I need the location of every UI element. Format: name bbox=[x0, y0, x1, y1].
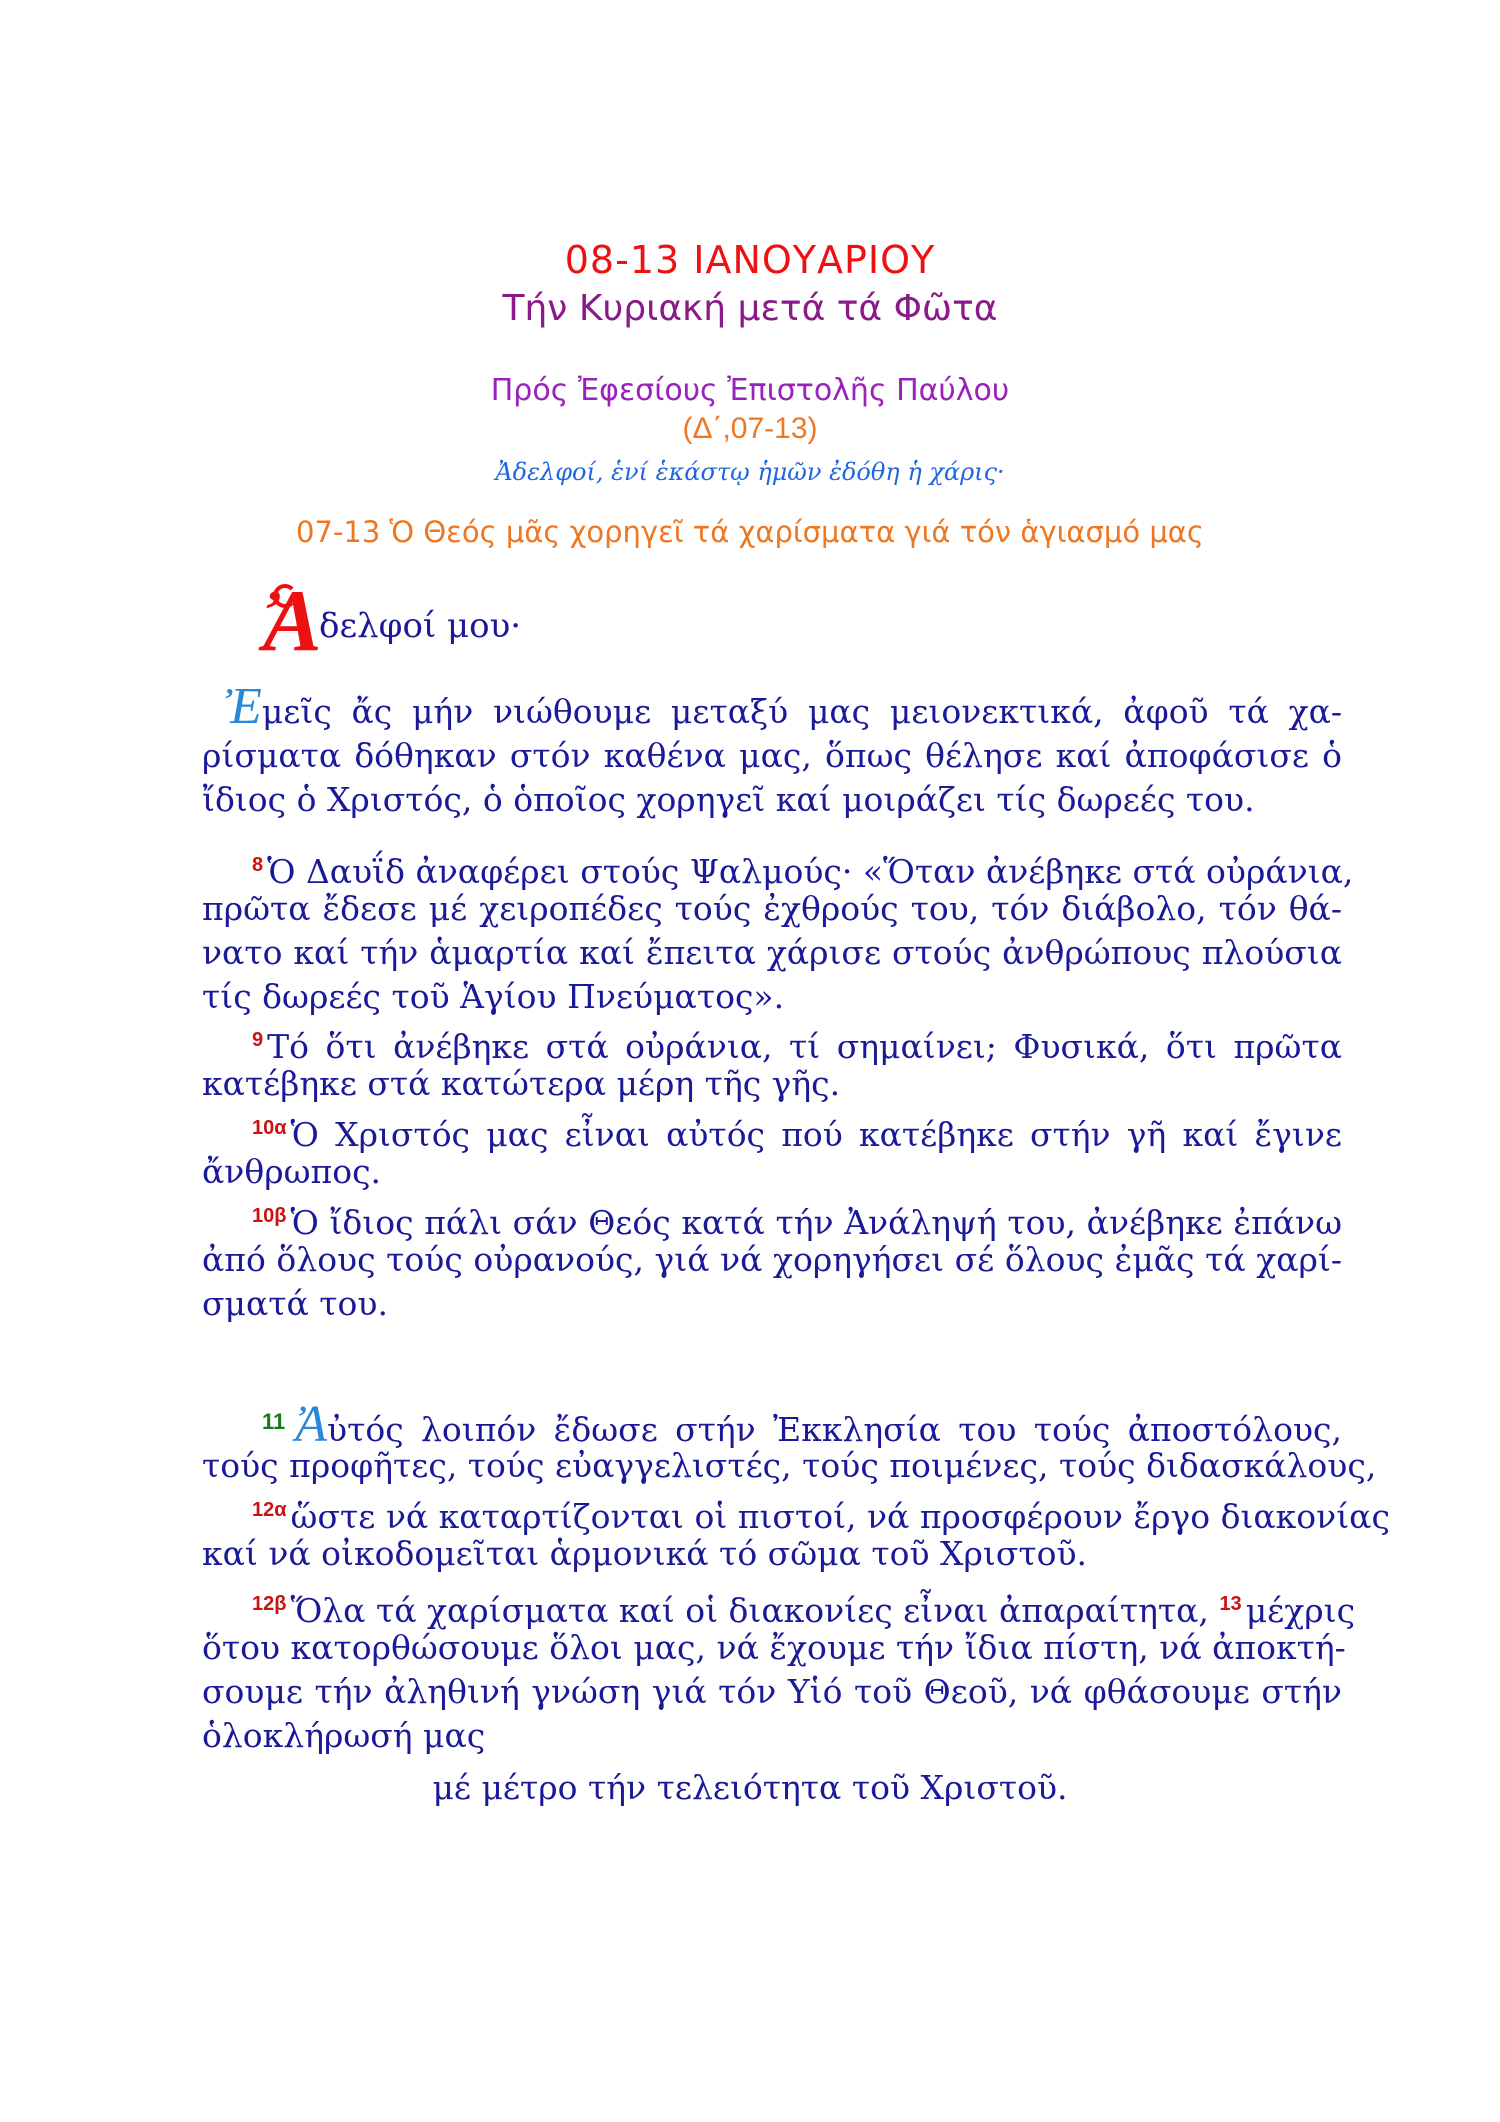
verse-9 bbox=[202, 1018, 1342, 1106]
verse-number: 8 bbox=[252, 854, 264, 876]
verse-10b bbox=[202, 1194, 1342, 1326]
verse-line: σουμε τήν ἀληθινή γνώση γιά τόν Υἱό τοῦ Θεοῦ, νά φθάσουμε στήν bbox=[202, 1672, 1342, 1711]
drop-cap-alpha: Ἀ bbox=[263, 573, 322, 670]
drop-cap-epsilon: Ἐ bbox=[225, 678, 262, 735]
verse-number: 10α bbox=[252, 1117, 287, 1139]
verse-line: νατο καί τήν ἁμαρτία καί ἔπειτα χάρισε στούς ἀνθρώπους πλούσια bbox=[202, 933, 1342, 972]
incipit: Ἀδελφοί, ἑνί ἑκάστῳ ἡμῶν ἐδόθη ἡ χάρις· bbox=[495, 458, 1005, 486]
verse-number: 10β bbox=[252, 1205, 287, 1227]
drop-cap-alpha-blue: Ἀ bbox=[295, 1396, 328, 1453]
verse-line: $^{10\alpha}$ Ὁ Χριστός μας εἶναι αὐτός πού κατέβηκε στήν γῆ καί ἔγινε bbox=[252, 1115, 1342, 1154]
verse-line: ἄνθρωπος. bbox=[202, 1152, 382, 1191]
verse-line: ὁλοκλήρωσή μας bbox=[202, 1716, 486, 1755]
verse-12a bbox=[202, 1488, 1390, 1576]
verse-line: ὅτου κατορθώσουμε ὅλοι μας, νά ἔχουμε τήν ἴδια πίστη, νά ἀποκτή- bbox=[202, 1628, 1346, 1667]
verse-line: Ἐμεῖς ἄς μήν νιώθουμε μεταξύ μας μειονεκτικά, ἀφοῦ τά χα- bbox=[225, 678, 1342, 735]
verse-number: 12β bbox=[252, 1593, 287, 1615]
verse-line: $^8$ Ὁ Δαυΐδ ἀναφέρει στούς Ψαλμούς· «Ὅταν ἀνέβηκε στά οὐράνια, bbox=[252, 852, 1354, 891]
verse-line: σματά του. bbox=[202, 1284, 388, 1323]
verse-line: $^9$ Τό ὅτι ἀνέβηκε στά οὐράνια, τί σημαίνει; Φυσικά, ὅτι πρῶτα bbox=[252, 1027, 1342, 1066]
verse-7 bbox=[202, 678, 1342, 822]
verse-line: $^{10\beta}$ Ὁ ἴδιος πάλι σάν Θεός κατά τήν Ἀνάληψή του, ἀνέβηκε ἐπάνω bbox=[252, 1203, 1342, 1242]
reading-date: 08-13 ΙΑΝΟΥΑΡΙΟΥ bbox=[564, 238, 936, 282]
verse-line: ρίσματα δόθηκαν στόν καθένα μας, ὅπως θέλησε καί ἀποφάσισε ὁ bbox=[202, 736, 1342, 775]
chapter-reference: (Δ΄,07-13) bbox=[682, 412, 818, 445]
verse-number-13: 13 bbox=[1219, 1593, 1242, 1615]
verse-10a bbox=[202, 1106, 1342, 1194]
verse-line: $^{12\alpha}$ ὥστε νά καταρτίζονται οἱ πιστοί, νά προσφέρουν ἔργο διακονίας bbox=[252, 1497, 1390, 1536]
verse-line: πρῶτα ἔδεσε μέ χειροπέδες τούς ἐχθρούς του, τόν διάβολο, τόν θά- bbox=[202, 889, 1342, 928]
salutation-text: δελφοί μου· bbox=[319, 606, 522, 646]
verse-12b-13 bbox=[202, 1582, 1356, 1758]
epistle-title: Πρός Ἐφεσίους Ἐπιστολῆς Παύλου bbox=[490, 373, 1010, 408]
verse-line: καί νά οἰκοδομεῖται ἁρμονικά τό σῶμα τοῦ Χριστοῦ. bbox=[202, 1534, 1088, 1573]
verse-line: $^{11}$ Ἀὐτός λοιπόν ἔδωσε στήν Ἐκκλησία του τούς ἀποστόλους, bbox=[262, 1396, 1342, 1453]
verse-line: $^{12\beta}$ Ὅλα τά χαρίσματα καί οἱ διακονίες εἶναι ἀπαραίτητα, $^{13}$ μέχρις bbox=[252, 1591, 1356, 1630]
closing-line: μέ μέτρο τήν τελειότητα τοῦ Χριστοῦ. bbox=[432, 1768, 1068, 1807]
section-title: 07-13 Ὁ Θεός μᾶς χορηγεῖ τά χαρίσματα γιά τόν ἁγιασμό μας bbox=[296, 515, 1204, 549]
verse-line: τίς δωρεές τοῦ Ἁγίου Πνεύματος». bbox=[202, 977, 785, 1016]
verse-11 bbox=[202, 1396, 1377, 1488]
verse-line: κατέβηκε στά κατώτερα μέρη τῆς γῆς. bbox=[202, 1064, 841, 1103]
verse-number: 9 bbox=[252, 1029, 264, 1051]
occasion-title: Τήν Κυριακή μετά τά Φῶτα bbox=[502, 288, 998, 329]
verse-number: 11 bbox=[262, 1409, 286, 1434]
verse-line: ἀπό ὅλους τούς οὐρανούς, γιά νά χορηγήσει σέ ὅλους ἐμᾶς τά χαρί- bbox=[202, 1240, 1342, 1279]
verse-number: 12α bbox=[252, 1499, 287, 1521]
verse-line: ἴδιος ὁ Χριστός, ὁ ὁποῖος χορηγεῖ καί μοιράζει τίς δωρεές του. bbox=[202, 780, 1255, 819]
verse-8 bbox=[202, 843, 1354, 1019]
verse-line: τούς προφῆτες, τούς εὐαγγελιστές, τούς ποιμένες, τούς διδασκάλους, bbox=[202, 1446, 1377, 1485]
